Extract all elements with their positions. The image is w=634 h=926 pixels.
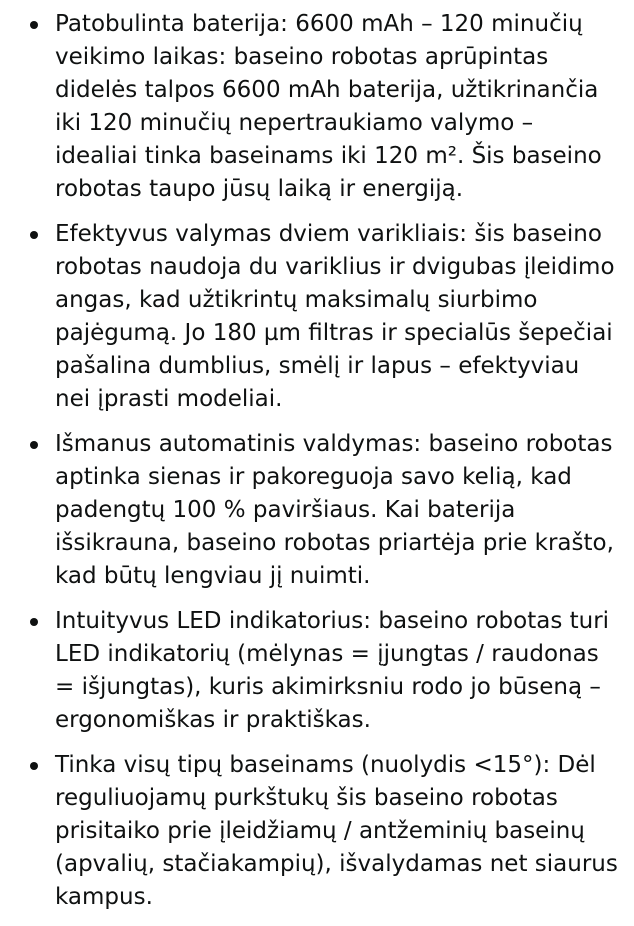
- bullet-dot-icon: [30, 762, 38, 770]
- feature-bullet-text: Išmanus automatinis valdymas: baseino robotas aptinka sienas ir pakoreguoja savo kelią, kad padengtų 100 % paviršiaus. Kai baterija išsikrauna, baseino robotas priartėja prie krašto, kad būtų lengviau jį nuimti.: [55, 431, 614, 589]
- feature-bullet-pool-types: [0, 749, 634, 914]
- bullet-dot-icon: [30, 21, 38, 29]
- feature-bullet-text: Patobulinta baterija: 6600 mAh – 120 minučių veikimo laikas: baseino robotas aprūpintas didelės talpos 6600 mAh baterija, užtikrinančia iki 120 minučių nepertraukiamo valymo – idealiai tinka baseinams iki 120 m². Šis baseino robotas taupo jūsų laiką ir energiją.: [55, 11, 602, 202]
- feature-bullet-text: Tinka visų tipų baseinams (nuolydis <15°): Dėl reguliuojamų purkštukų šis baseino robotas prisitaiko prie įleidžiamų / antžeminių baseinų (apvalių, stačiakampių), išvalydamas net siaurus kampus.: [55, 752, 618, 910]
- feature-bullet-text: Efektyvus valymas dviem varikliais: šis baseino robotas naudoja du variklius ir dvigubas įleidimo angas, kad užtikrintų maksimalų siurbimo pajėgumą. Jo 180 µm filtras ir specialūs šepečiai pašalina dumblius, smėlį ir lapus – efektyviau nei įprasti modeliai.: [55, 221, 615, 412]
- feature-bullet-list: [0, 8, 634, 926]
- feature-bullet-battery: [0, 8, 634, 206]
- feature-bullet-text: Intuityvus LED indikatorius: baseino robotas turi LED indikatorių (mėlynas = įjungtas / raudonas = išjungtas), kuris akimirksniu rodo jo būseną – ergonomiškas ir praktiškas.: [55, 608, 610, 733]
- feature-bullet-motors: [0, 218, 634, 416]
- bullet-dot-icon: [30, 618, 38, 626]
- feature-bullet-led-indicator: [0, 605, 634, 737]
- feature-bullet-smart-control: [0, 428, 634, 593]
- bullet-dot-icon: [30, 231, 38, 239]
- bullet-dot-icon: [30, 441, 38, 449]
